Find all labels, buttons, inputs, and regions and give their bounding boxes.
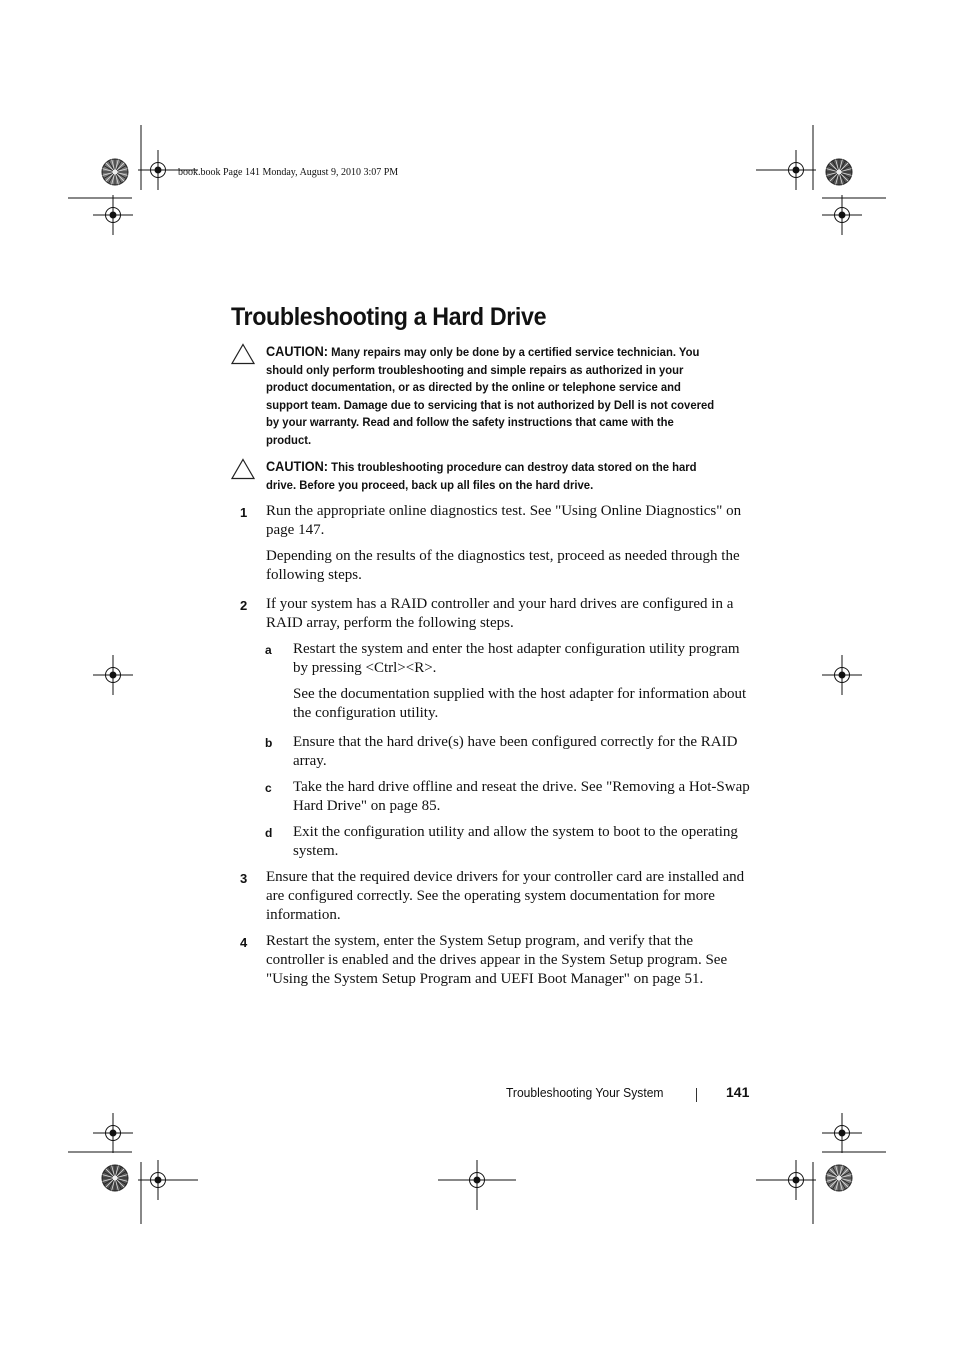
registration-mark-icon xyxy=(93,195,133,235)
substep-text: Ensure that the hard drive(s) have been configured correctly for the RAID array. xyxy=(293,734,738,770)
caution-note-1 xyxy=(231,343,751,453)
footer-divider xyxy=(696,1088,697,1102)
caution-text: This troubleshooting procedure can destroy data stored on the hard drive. Before you proceed, back up all files on the hard drive. xyxy=(266,460,697,492)
substep-letter: c xyxy=(265,781,272,795)
registration-mark-icon xyxy=(822,195,862,235)
color-wheel-icon xyxy=(826,1165,852,1191)
substep-letter: d xyxy=(265,826,273,840)
substep-letter: a xyxy=(265,643,272,657)
step-text: Restart the system, enter the System Setup program, and verify that the controller is enabled and the drives appear in the System Setup program. See "Using the System Setup Program and UEFI Boot Manager" on page 51. xyxy=(266,933,728,988)
registration-mark-icon xyxy=(138,1160,178,1200)
footer-section-title: Troubleshooting Your System xyxy=(506,1085,664,1100)
registration-mark-icon xyxy=(457,1160,497,1200)
page-number: 141 xyxy=(726,1084,750,1100)
step-text: Ensure that the required device drivers for your controller card are installed and are configured correctly. See the operating system documentation for more information. xyxy=(266,869,745,924)
caution-triangle-icon xyxy=(231,343,255,365)
caution-note-2 xyxy=(231,458,751,498)
registration-mark-icon xyxy=(93,1113,133,1153)
registration-mark-icon xyxy=(138,150,178,190)
registration-mark-icon xyxy=(776,1160,816,1200)
caution-label: CAUTION: xyxy=(266,459,329,474)
registration-mark-icon xyxy=(822,655,862,695)
substep-text: Restart the system and enter the host adapter configuration utility program by pressing <Ctrl><R>. xyxy=(293,641,740,677)
color-wheel-icon xyxy=(102,159,128,185)
substep-a-note: See the documentation supplied with the host adapter for information about the configuration utility. xyxy=(293,686,747,722)
caution-triangle-icon xyxy=(231,458,255,480)
color-wheel-icon xyxy=(826,159,852,185)
registration-mark-icon xyxy=(822,1113,862,1153)
page-title: Troubleshooting a Hard Drive xyxy=(231,303,547,331)
step-number: 4 xyxy=(240,935,248,950)
substep-letter: b xyxy=(265,736,273,750)
substep-text: Take the hard drive offline and reseat the drive. See "Removing a Hot-Swap Hard Drive" on page 85. xyxy=(293,779,750,815)
step-text: If your system has a RAID controller and your hard drives are configured in a RAID array, perform the following steps. xyxy=(266,596,734,632)
step-1-note: Depending on the results of the diagnostics test, proceed as needed through the following steps. xyxy=(266,548,740,584)
step-text: Run the appropriate online diagnostics test. See "Using Online Diagnostics" on page 147. xyxy=(266,503,742,539)
caution-text: Many repairs may only be done by a certified service technician. You should only perform troubleshooting and simple repairs as authorized in your product documentation, or as directed by the online or telephone service and support team. Damage due to servicing that is not authorized by Dell is not covered by your warranty. Read and follow the safety instructions that came with the product. xyxy=(266,345,715,447)
registration-mark-icon xyxy=(93,655,133,695)
color-wheel-icon xyxy=(102,1165,128,1191)
step-number: 2 xyxy=(240,598,248,613)
step-number: 3 xyxy=(240,871,248,886)
substep-text: Exit the configuration utility and allow the system to boot to the operating system. xyxy=(293,824,738,860)
caution-label: CAUTION: xyxy=(266,344,329,359)
step-number: 1 xyxy=(240,505,248,520)
registration-mark-icon xyxy=(776,150,816,190)
print-slug: book.book Page 141 Monday, August 9, 2010 3:07 PM xyxy=(178,167,399,178)
